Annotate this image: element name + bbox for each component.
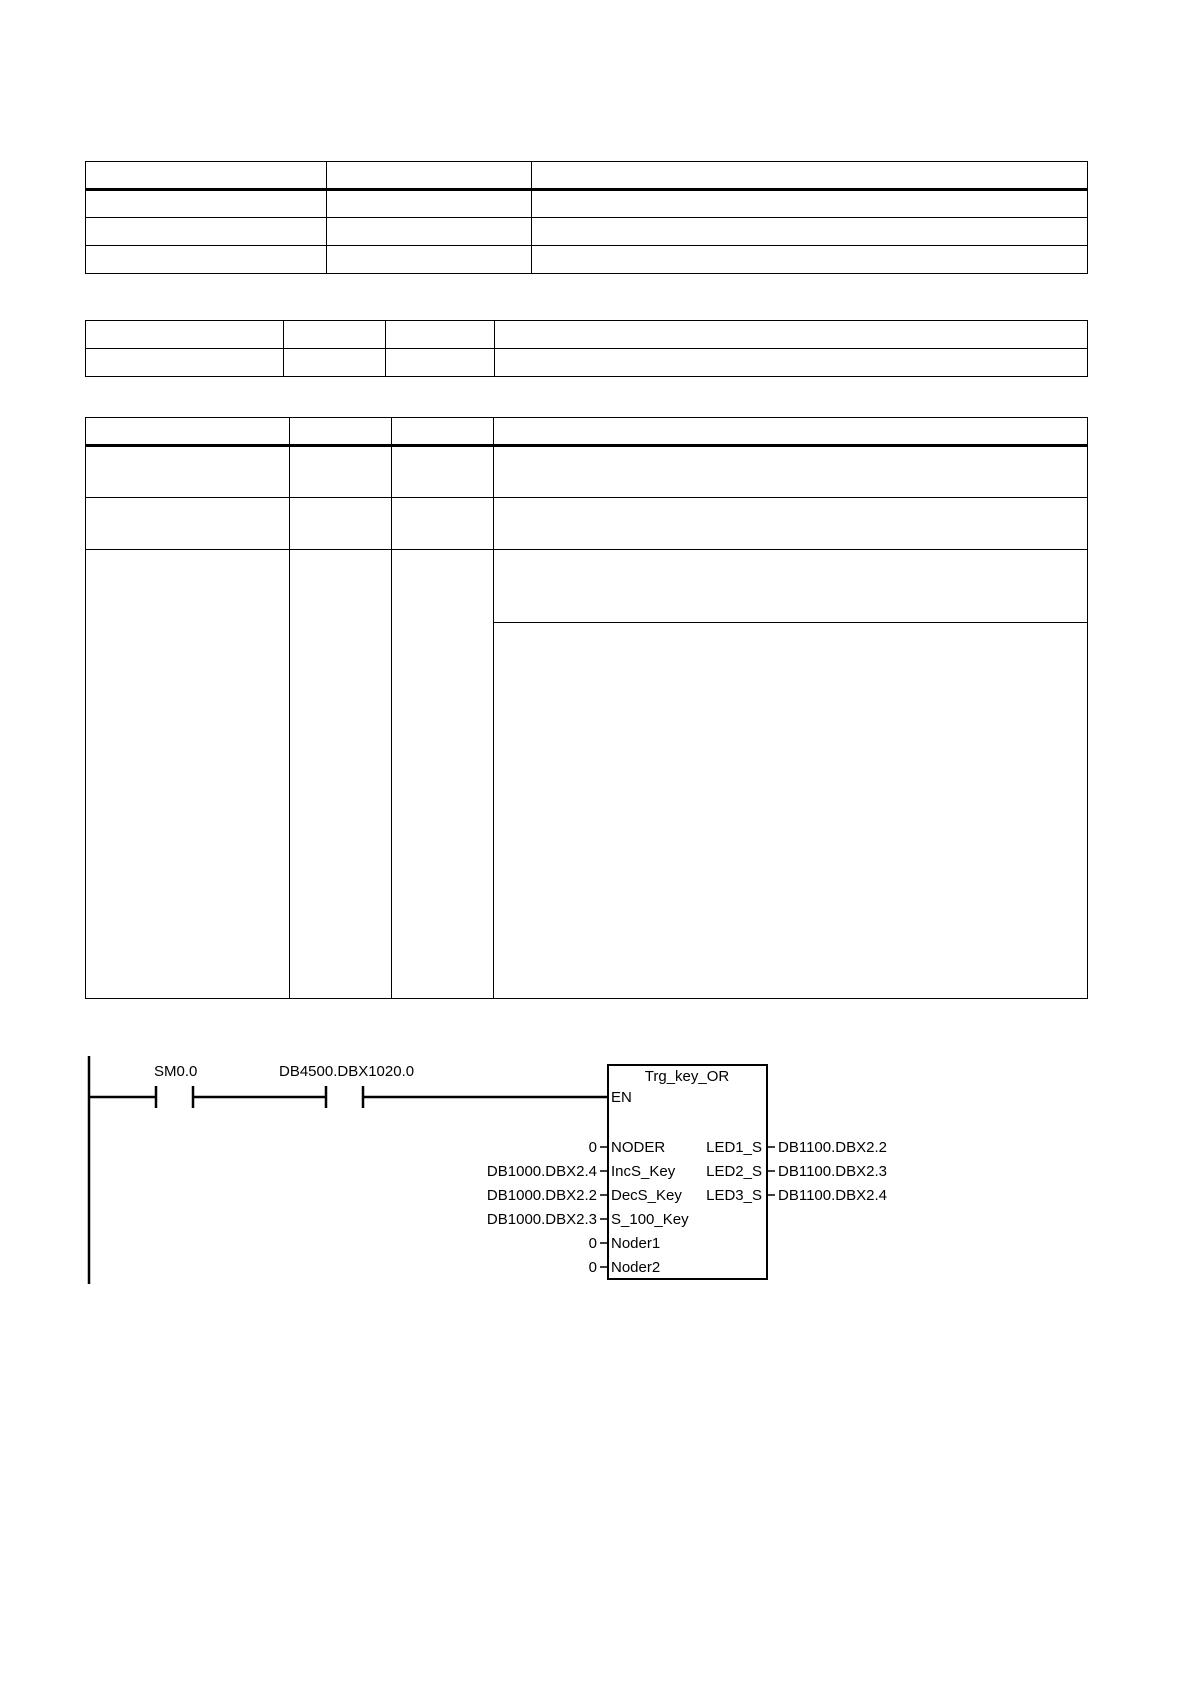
table-cell	[86, 218, 327, 246]
table-row	[86, 446, 1088, 498]
table-cell	[327, 246, 532, 274]
pin-value: 0	[588, 1235, 597, 1252]
contact-sm0-0	[154, 1063, 197, 1108]
table-1	[85, 161, 1088, 274]
table-cell	[532, 246, 1088, 274]
input-pin-decs-key	[487, 1187, 682, 1204]
table-row	[86, 550, 1088, 623]
contact-db4500-dbx1020-0	[279, 1063, 414, 1108]
pin-value: DB1000.DBX2.2	[486, 1187, 597, 1204]
table-cell	[392, 498, 494, 550]
table-cell	[494, 498, 1088, 550]
input-pin-incs-key	[487, 1163, 676, 1180]
contact-address-label: SM0.0	[154, 1063, 198, 1080]
table-cell	[284, 321, 386, 349]
pin-label: NODER	[611, 1139, 666, 1156]
table-cell	[327, 190, 532, 218]
table-cell	[495, 321, 1088, 349]
input-pin-s-100-key	[487, 1211, 689, 1228]
table-cell	[392, 550, 494, 999]
table-cell	[494, 623, 1088, 999]
pin-value: DB1100.DBX2.2	[778, 1139, 887, 1156]
table-cell	[86, 162, 327, 190]
table-cell	[386, 349, 495, 377]
table-cell	[86, 498, 290, 550]
block-title: Trg_key_OR	[644, 1068, 730, 1085]
table-cell	[290, 498, 392, 550]
pin-label: LED3_S	[706, 1187, 762, 1204]
table-header-row	[86, 162, 1088, 190]
en-pin-label: EN	[611, 1089, 632, 1106]
pin-value: DB1100.DBX2.3	[778, 1163, 887, 1180]
pin-label: LED1_S	[706, 1139, 762, 1156]
table-cell	[86, 349, 284, 377]
table-cell	[532, 190, 1088, 218]
table-cell	[284, 349, 386, 377]
table-cell	[290, 446, 392, 498]
table-cell	[392, 446, 494, 498]
table-cell	[86, 190, 327, 218]
input-pin-noder	[589, 1139, 666, 1156]
pin-value: 0	[588, 1139, 597, 1156]
input-pin-noder1	[589, 1235, 661, 1252]
table-cell	[495, 349, 1088, 377]
table-cell	[532, 162, 1088, 190]
table-cell	[494, 550, 1088, 623]
table-cell	[86, 418, 290, 446]
table-header-row	[86, 418, 1088, 446]
table-cell	[494, 446, 1088, 498]
table-row	[86, 218, 1088, 246]
pin-value: DB1100.DBX2.4	[778, 1187, 887, 1204]
pin-label: DecS_Key	[611, 1187, 682, 1204]
table-cell	[86, 321, 284, 349]
table-cell	[327, 162, 532, 190]
table-cell	[392, 418, 494, 446]
output-pin-led3-s	[706, 1187, 887, 1204]
table-row	[86, 498, 1088, 550]
table-cell	[86, 246, 327, 274]
table-cell	[386, 321, 495, 349]
pin-label: Noder2	[611, 1259, 661, 1276]
table-row	[86, 349, 1088, 377]
table-cell	[290, 418, 392, 446]
pin-label: Noder1	[611, 1235, 661, 1252]
table-3	[85, 417, 1088, 999]
table-2	[85, 320, 1088, 377]
table-cell	[532, 218, 1088, 246]
output-pin-led2-s	[706, 1163, 887, 1180]
table-cell	[327, 218, 532, 246]
table-row	[86, 246, 1088, 274]
pin-label: S_100_Key	[611, 1211, 689, 1228]
table-row	[86, 190, 1088, 218]
pin-label: IncS_Key	[611, 1163, 676, 1180]
table-cell	[494, 418, 1088, 446]
pin-value: DB1000.DBX2.4	[486, 1163, 597, 1180]
output-pin-led1-s	[706, 1139, 887, 1156]
table-header-row	[86, 321, 1088, 349]
table-cell	[86, 446, 290, 498]
ladder-diagram	[0, 1040, 1191, 1300]
table-cell	[86, 550, 290, 999]
input-pin-noder2	[589, 1259, 661, 1276]
contact-address-label: DB4500.DBX1020.0	[279, 1063, 415, 1080]
pin-label: LED2_S	[706, 1163, 762, 1180]
pin-value: 0	[588, 1259, 597, 1276]
pin-value: DB1000.DBX2.3	[486, 1211, 597, 1228]
table-cell	[290, 550, 392, 999]
